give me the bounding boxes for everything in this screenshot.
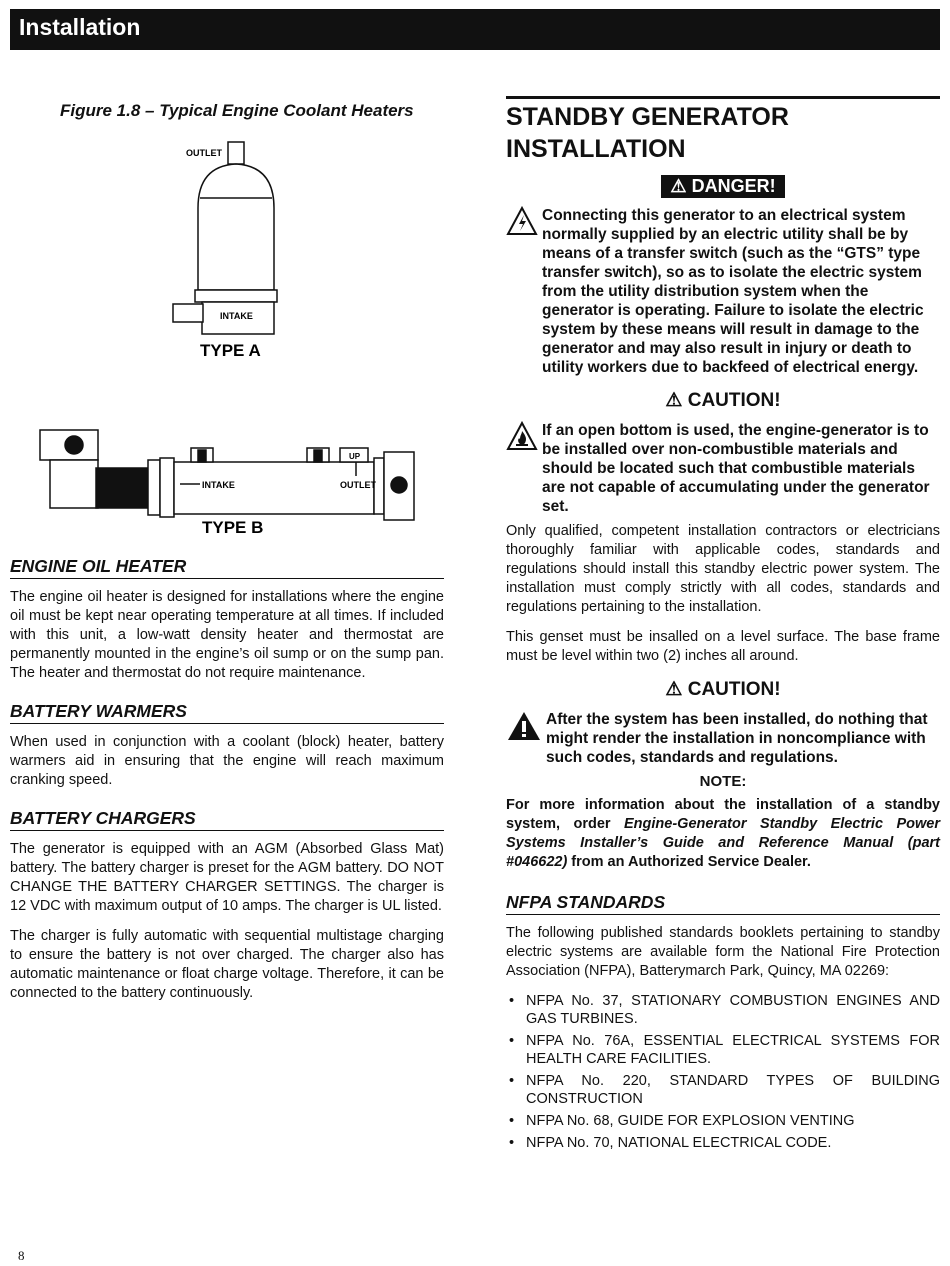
note-manual-title: Engine-Generator Standby Electric Power Systems Installer’s Guide and Reference Manual (part #046622) [506, 816, 940, 870]
battery-warmers-heading: BATTERY WARMERS [10, 701, 444, 724]
engine-oil-heater-text: The engine oil heater is designed for installations where the engine oil must be kept near operating temperature at all times. If included with this unit, a low-watt density heater and thermostat are permanently mounted in the engine’s oil sump or on the sump pan. The heater and thermostat do not require maintenance. [10, 589, 444, 681]
danger-text: Connecting this generator to an electrical system normally supplied by an electric utility shall be by means of a transfer switch (such as the “GTS” type transfer switch), so as to isolate the electric system from the utility distribution system when the generator is operating. Failure to isolate the electric system by these means will result in damage to the generator and may also result in injury or death to utility workers due to backfeed of electrical energy. [542, 207, 924, 376]
coolant-heaters-diagram [30, 130, 450, 550]
level-surface-text: This genset must be insalled on a level surface. The base frame must be level within two (2) inches all around. [506, 629, 940, 664]
danger-warning [506, 206, 940, 377]
caution-label-1: CAUTION! [687, 390, 781, 411]
note-text [506, 796, 940, 872]
type-b-intake-label: INTAKE [202, 480, 235, 490]
note-text-end: from an Authorized Service Dealer. [567, 854, 811, 870]
page-header [10, 9, 940, 50]
section-title [506, 96, 940, 165]
list-item: • NFPA No. 220, STANDARD TYPES OF BUILDING CONSTRUCTION [506, 1072, 940, 1108]
type-a-intake-label: INTAKE [220, 311, 253, 321]
type-b-outlet-label: OUTLET [340, 480, 376, 490]
note-text-start: For more information about the installation of a standby system, order [506, 797, 940, 832]
caution-triangle-icon: ⚠ [665, 390, 683, 411]
battery-chargers-text-1: The generator is equipped with an AGM (Absorbed Glass Mat) battery. The battery charger is preset for the AGM battery. DO NOT CHANGE THE BATTERY CHARGER SETTINGS. The charger is 12 VDC with maximum output of 10 amps. The charger is UL listed. [10, 841, 444, 914]
list-item: • NFPA No. 76A, ESSENTIAL ELECTRICAL SYSTEMS FOR HEALTH CARE FACILITIES. [506, 1032, 940, 1068]
caution-text-1: If an open bottom is used, the engine-generator is to be installed over non-combustible materials and should be located such that combustible materials are not capable of accumulating under the generator set. [542, 422, 930, 515]
fire-hazard-icon [506, 421, 538, 451]
figure-title: Figure 1.8 – Typical Engine Coolant Heaters [60, 101, 414, 120]
installer-qualification-text: Only qualified, competent installation contractors or electricians thoroughly familiar with applicable codes, standards and regulations should install this standby electric power system. The installation must comply strictly with all codes, standards and regulations pertaining to the installation. [506, 523, 940, 615]
type-b-up-label: UP [349, 452, 361, 461]
caution-text-2: After the system has been installed, do nothing that might render the installation in noncompliance with such codes, standards and regulations. [546, 711, 928, 766]
battery-warmers-text: When used in conjunction with a coolant (block) heater, battery warmers aid in ensuring that the engine will reach maximum cranking speed. [10, 734, 444, 788]
caution-heading-1 [506, 389, 940, 412]
engine-oil-heater-heading: ENGINE OIL HEATER [10, 556, 444, 579]
electrical-hazard-icon [506, 206, 538, 236]
nfpa-intro-text: The following published standards booklets pertaining to standby electric systems are available form the National Fire Protection Association (NFPA), Batterymarch Park, Quincy, MA 02269: [506, 925, 940, 979]
type-b-heater [40, 430, 414, 520]
type-b-caption: TYPE B [202, 518, 264, 537]
danger-badge [661, 175, 785, 198]
section-title-line-2: INSTALLATION [506, 135, 686, 163]
exclamation-hazard-icon [506, 710, 542, 742]
list-item: • NFPA No. 37, STATIONARY COMBUSTION ENGINES AND GAS TURBINES. [506, 992, 940, 1028]
list-item: • NFPA No. 68, GUIDE FOR EXPLOSION VENTING [506, 1112, 940, 1130]
danger-label: DANGER! [691, 176, 776, 196]
section-title-line-1: STANDBY GENERATOR [506, 103, 789, 131]
caution-warning-1 [506, 421, 940, 516]
caution-triangle-icon: ⚠ [665, 679, 683, 700]
header-title: Installation [19, 14, 141, 40]
caution-warning-2 [506, 710, 940, 767]
nfpa-list [506, 992, 940, 1152]
nfpa-standards-heading: NFPA STANDARDS [506, 892, 940, 915]
note-label: NOTE: [699, 773, 747, 790]
type-a-heater [173, 142, 277, 334]
caution-heading-2 [506, 678, 940, 701]
battery-chargers-text-2: The charger is fully automatic with sequential multistage charging to ensure the battery is not over charged. The charger also has automatic maintenance or float charge voltage. Therefore, it can be connected to the battery continuously. [10, 928, 444, 1001]
type-a-outlet-label: OUTLET [186, 148, 222, 158]
type-a-caption: TYPE A [200, 341, 261, 360]
page-number: 8 [18, 1248, 25, 1263]
left-column [10, 556, 444, 1014]
right-column [506, 96, 940, 1156]
list-item: • NFPA No. 70, NATIONAL ELECTRICAL CODE. [506, 1134, 940, 1152]
danger-triangle-icon: ⚠ [670, 176, 687, 196]
battery-chargers-heading: BATTERY CHARGERS [10, 808, 444, 831]
caution-label-2: CAUTION! [687, 679, 781, 700]
